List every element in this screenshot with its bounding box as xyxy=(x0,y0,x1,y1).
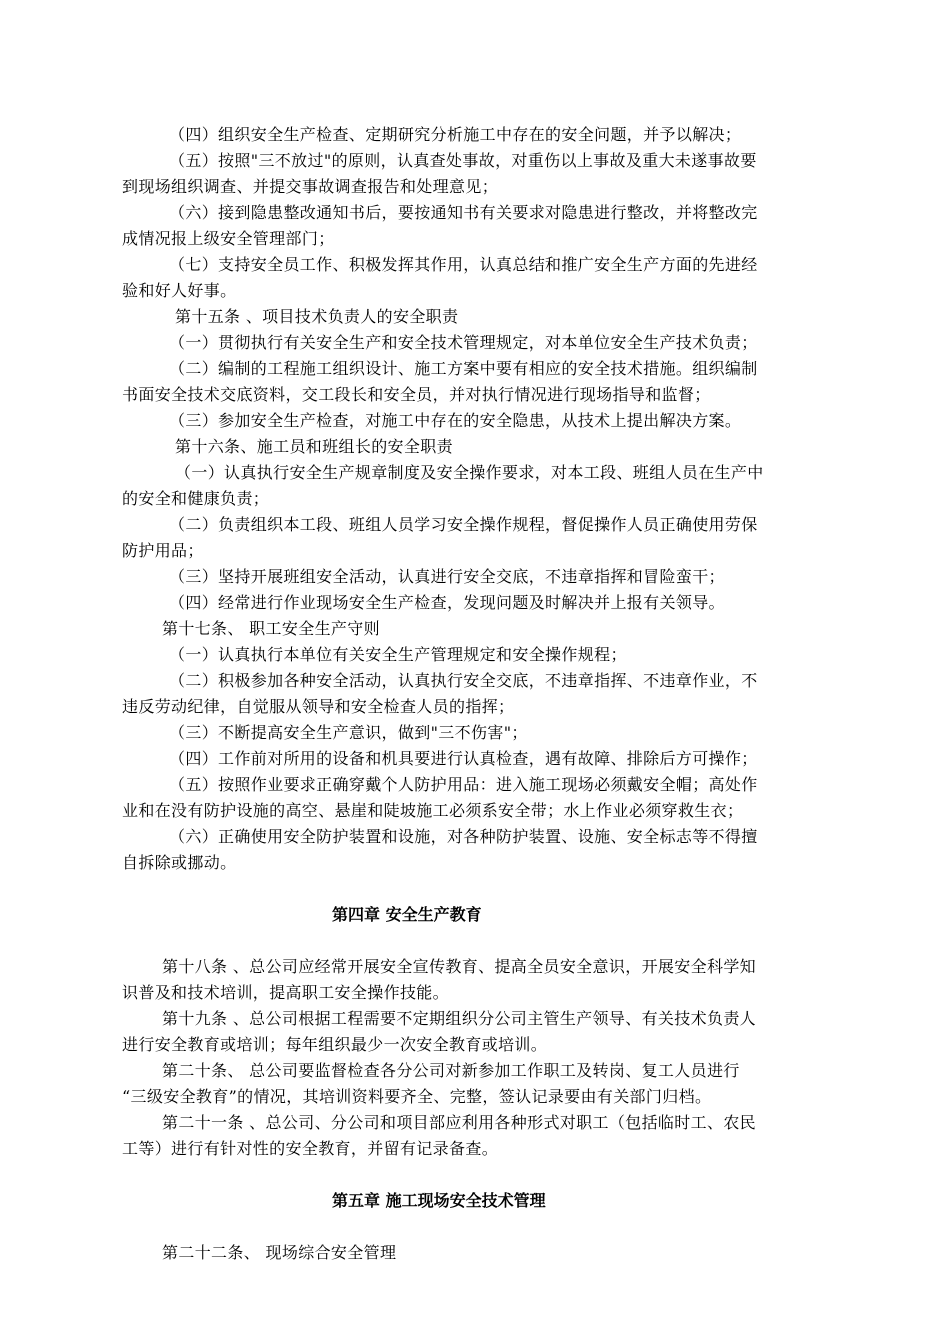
paragraph-line: 工等）进行有针对性的安全教育，并留有记录备查。 xyxy=(122,1139,499,1158)
paragraph-line: 自拆除或挪动。 xyxy=(122,853,237,872)
paragraph-line: 第二十一条 、总公司、分公司和项目部应利用各种形式对职工（包括临时工、农民 xyxy=(162,1113,757,1132)
paragraph-line: （六）正确使用安全防护装置和设施，对各种防护装置、设施、安全标志等不得擅 xyxy=(169,827,758,846)
article-heading: 第二十二条、 现场综合安全管理 xyxy=(162,1243,397,1262)
paragraph-line: （一）认真执行安全生产规章制度及安全操作要求，对本工段、班组人员在生产中 xyxy=(175,463,764,482)
paragraph-line: （四）组织安全生产检查、定期研究分析施工中存在的安全问题，并予以解决； xyxy=(169,125,742,144)
paragraph-line: （四）工作前对所用的设备和机具要进行认真检查，遇有故障、排除后方可操作； xyxy=(169,749,758,768)
paragraph-line: （二）负责组织本工段、班组人员学习安全操作规程，督促操作人员正确使用劳保 xyxy=(169,515,758,534)
paragraph-line: 的安全和健康负责； xyxy=(122,489,270,508)
spacer xyxy=(122,1214,862,1240)
paragraph-line: （五）按照作业要求正确穿戴个人防护用品：进入施工现场必须戴安全帽；高处作 xyxy=(169,775,758,794)
paragraph-line: 违反劳动纪律，自觉服从领导和安全检查人员的指挥； xyxy=(122,697,515,716)
paragraph-line: 验和好人好事。 xyxy=(122,281,237,300)
article-heading: 第十五条 、项目技术负责人的安全职责 xyxy=(175,307,459,326)
paragraph-line: （七）支持安全员工作、积极发挥其作用，认真总结和推广安全生产方面的先进经 xyxy=(169,255,758,274)
paragraph-line: （四）经常进行作业现场安全生产检查，发现问题及时解决并上报有关领导。 xyxy=(169,593,725,612)
paragraph-line: 识普及和技术培训，提高职工安全操作技能。 xyxy=(122,983,450,1002)
paragraph-line: 防护用品； xyxy=(122,541,204,560)
paragraph-line: 书面安全技术交底资料，交工段长和安全员，并对执行情况进行现场指导和监督； xyxy=(122,385,711,404)
paragraph-line: （六）接到隐患整改通知书后，要按通知书有关要求对隐患进行整改，并将整改完 xyxy=(169,203,758,222)
paragraph-line: 成情况报上级安全管理部门； xyxy=(122,229,335,248)
paragraph-line: （三）参加安全生产检查，对施工中存在的安全隐患，从技术上提出解决方案。 xyxy=(169,411,742,430)
paragraph-line: 到现场组织调查、并提交事故调查报告和处理意见； xyxy=(122,177,499,196)
document-body xyxy=(122,122,862,1266)
paragraph-line: “三级安全教育”的情况，其培训资料要齐全、完整，签认记录要由有关部门归档。 xyxy=(122,1087,712,1106)
spacer xyxy=(122,876,862,902)
paragraph-line: 第十八条 、总公司应经常开展安全宣传教育、提高全员安全意识，开展安全科学知 xyxy=(162,957,757,976)
chapter-5-title: 第五章 施工现场安全技术管理 xyxy=(332,1191,546,1210)
spacer xyxy=(122,1162,862,1188)
article-heading: 第十七条、 职工安全生产守则 xyxy=(162,619,380,638)
article-heading: 第十六条、施工员和班组长的安全职责 xyxy=(175,437,453,456)
paragraph-line: （二）积极参加各种安全活动，认真执行安全交底，不违章指挥、不违章作业，不 xyxy=(169,671,758,690)
paragraph-line: （二）编制的工程施工组织设计、施工方案中要有相应的安全技术措施。组织编制 xyxy=(169,359,758,378)
paragraph-line: （三）坚持开展班组安全活动，认真进行安全交底，不违章指挥和冒险蛮干； xyxy=(169,567,725,586)
spacer xyxy=(122,928,862,954)
paragraph-line: 业和在没有防护设施的高空、悬崖和陡坡施工必须系安全带；水上作业必须穿救生衣； xyxy=(122,801,744,820)
paragraph-line: （一）认真执行本单位有关安全生产管理规定和安全操作规程； xyxy=(169,645,627,664)
paragraph-line: （一）贯彻执行有关安全生产和安全技术管理规定，对本单位安全生产技术负责； xyxy=(169,333,758,352)
paragraph-line: 第二十条、 总公司要监督检查各分公司对新参加工作职工及转岗、复工人员进行 xyxy=(162,1061,740,1080)
paragraph-line: （五）按照"三不放过"的原则，认真查处事故，对重伤以上事故及重大未遂事故要 xyxy=(169,151,757,170)
paragraph-line: （三）不断提高安全生产意识，做到"三不伤害"； xyxy=(169,723,528,742)
paragraph-line: 进行安全教育或培训；每年组织最少一次安全教育或培训。 xyxy=(122,1035,548,1054)
chapter-4-title: 第四章 安全生产教育 xyxy=(332,905,482,924)
paragraph-line: 第十九条 、总公司根据工程需要不定期组织分公司主管生产领导、有关技术负责人 xyxy=(162,1009,757,1028)
